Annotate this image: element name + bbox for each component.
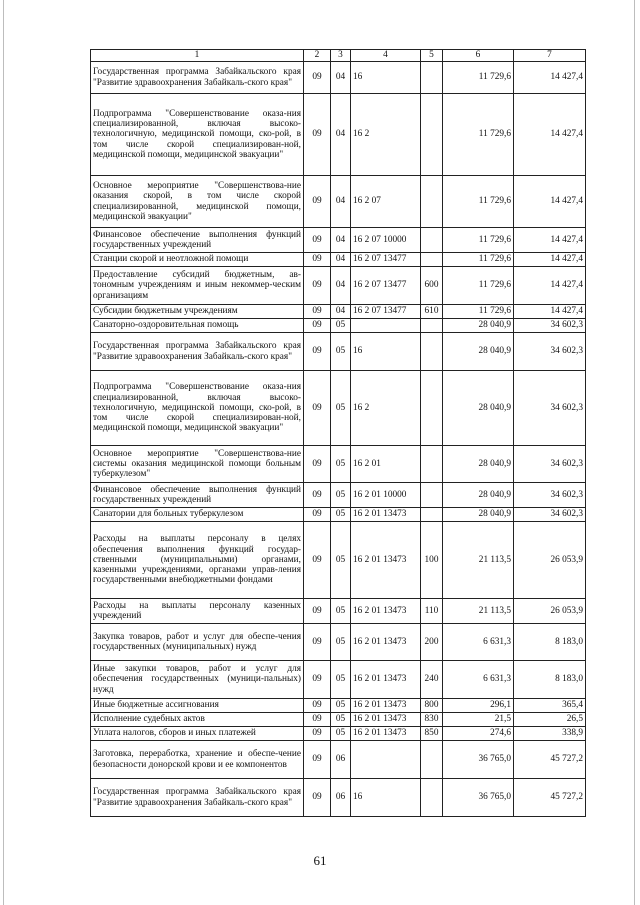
- row-target-article: [351, 741, 421, 779]
- row-name: Станции скорой и неотложной помощи: [91, 253, 304, 267]
- row-amount-year1: 274,6: [443, 727, 514, 741]
- row-subsection: 05: [331, 371, 351, 446]
- header-col-4: 4: [351, 50, 421, 62]
- row-subsection: 04: [331, 94, 351, 176]
- row-target-article: 16 2: [351, 371, 421, 446]
- row-expense-type: [421, 253, 443, 267]
- row-amount-year2: 26,5: [514, 713, 586, 727]
- row-section: 09: [304, 62, 331, 94]
- row-target-article: 16 2 07 13477: [351, 253, 421, 267]
- row-name: Основное мероприятие "Совершенствова-ние системы оказания медицинской помощи больным туберкулезом": [91, 446, 304, 483]
- row-amount-year2: 14 427,4: [514, 253, 586, 267]
- row-amount-year2: 365,4: [514, 699, 586, 713]
- row-target-article: 16: [351, 333, 421, 371]
- row-amount-year2: 8 183,0: [514, 661, 586, 699]
- row-subsection: 06: [331, 741, 351, 779]
- row-amount-year2: 45 727,2: [514, 779, 586, 817]
- row-amount-year1: 6 631,3: [443, 661, 514, 699]
- row-amount-year1: 11 729,6: [443, 253, 514, 267]
- row-expense-type: [421, 741, 443, 779]
- row-subsection: 05: [331, 483, 351, 508]
- row-amount-year1: 36 765,0: [443, 779, 514, 817]
- row-target-article: 16: [351, 779, 421, 817]
- header-col-1: 1: [91, 50, 304, 62]
- row-target-article: 16 2 01: [351, 446, 421, 483]
- row-amount-year2: 26 053,9: [514, 522, 586, 599]
- row-section: 09: [304, 446, 331, 483]
- table-row: [91, 253, 586, 267]
- row-expense-type: 610: [421, 305, 443, 319]
- row-subsection: 05: [331, 624, 351, 661]
- row-section: 09: [304, 508, 331, 522]
- row-amount-year1: 21,5: [443, 713, 514, 727]
- row-subsection: 06: [331, 779, 351, 817]
- row-section: 09: [304, 522, 331, 599]
- row-expense-type: [421, 228, 443, 253]
- row-amount-year2: 34 602,3: [514, 333, 586, 371]
- row-amount-year1: 28 040,9: [443, 483, 514, 508]
- row-amount-year2: 26 053,9: [514, 599, 586, 624]
- row-target-article: 16 2 01 13473: [351, 661, 421, 699]
- row-name: Иные закупки товаров, работ и услуг для обеспечения государственных (муници-пальных) нужд: [91, 661, 304, 699]
- row-amount-year1: 11 729,6: [443, 305, 514, 319]
- row-amount-year2: 34 602,3: [514, 446, 586, 483]
- row-name: Субсидии бюджетным учреждениям: [91, 305, 304, 319]
- row-section: 09: [304, 727, 331, 741]
- row-amount-year2: 14 427,4: [514, 267, 586, 305]
- row-name: Основное мероприятие "Совершенствова-ние оказания скорой, в том числе скорой специализированной, медицинской помощи, медицинской эвакуации": [91, 176, 304, 228]
- row-amount-year2: 34 602,3: [514, 508, 586, 522]
- row-expense-type: 600: [421, 267, 443, 305]
- row-expense-type: [421, 62, 443, 94]
- row-target-article: 16 2: [351, 94, 421, 176]
- row-name: Иные бюджетные ассигнования: [91, 699, 304, 713]
- row-expense-type: [421, 371, 443, 446]
- row-expense-type: [421, 94, 443, 176]
- row-section: 09: [304, 779, 331, 817]
- row-name: Санаторно-оздоровительная помощь: [91, 319, 304, 333]
- row-expense-type: [421, 508, 443, 522]
- row-name: Расходы на выплаты персоналу в целях обеспечения выполнения функций государ-ственными (муниципальными) органами, казенными учреждениями, органами управ-ления государственными внебюджетными фондами: [91, 522, 304, 599]
- table-row: [91, 522, 586, 599]
- row-subsection: 04: [331, 253, 351, 267]
- row-target-article: 16 2 01 13473: [351, 727, 421, 741]
- row-amount-year1: 11 729,6: [443, 62, 514, 94]
- row-section: 09: [304, 371, 331, 446]
- row-subsection: 04: [331, 305, 351, 319]
- row-expense-type: [421, 176, 443, 228]
- row-subsection: 05: [331, 699, 351, 713]
- row-section: 09: [304, 333, 331, 371]
- row-target-article: 16 2 01 13473: [351, 713, 421, 727]
- row-name: Уплата налогов, сборов и иных платежей: [91, 727, 304, 741]
- row-name: Заготовка, переработка, хранение и обеспе-чение безопасности донорской крови и ее компонентов: [91, 741, 304, 779]
- row-section: 09: [304, 94, 331, 176]
- row-amount-year1: 21 113,5: [443, 599, 514, 624]
- row-subsection: 04: [331, 267, 351, 305]
- row-name: Подпрограмма "Совершенствование оказа-ния специализированной, включая высоко-технологичную, медицинской помощи, ско-рой, в том числе скорой специализирован-ной, медицинской помощи, медицинской эвакуации": [91, 94, 304, 176]
- table-row: [91, 371, 586, 446]
- table-row: [91, 305, 586, 319]
- row-subsection: 05: [331, 319, 351, 333]
- header-col-7: 7: [514, 50, 586, 62]
- row-subsection: 05: [331, 333, 351, 371]
- table-header-row: [91, 50, 586, 62]
- row-expense-type: 850: [421, 727, 443, 741]
- row-expense-type: [421, 319, 443, 333]
- row-section: 09: [304, 713, 331, 727]
- row-section: 09: [304, 267, 331, 305]
- row-target-article: 16 2 07 13477: [351, 267, 421, 305]
- row-target-article: 16 2 07 10000: [351, 228, 421, 253]
- row-amount-year2: 8 183,0: [514, 624, 586, 661]
- table-row: [91, 333, 586, 371]
- row-target-article: 16: [351, 62, 421, 94]
- right-scan-edge: [634, 0, 635, 905]
- table-row: [91, 228, 586, 253]
- left-scan-edge: [3, 0, 4, 905]
- table-row: [91, 94, 586, 176]
- row-section: 09: [304, 599, 331, 624]
- row-amount-year1: 28 040,9: [443, 319, 514, 333]
- row-expense-type: 240: [421, 661, 443, 699]
- row-subsection: 05: [331, 508, 351, 522]
- row-amount-year2: 14 427,4: [514, 94, 586, 176]
- row-subsection: 05: [331, 713, 351, 727]
- row-amount-year1: 28 040,9: [443, 508, 514, 522]
- row-expense-type: [421, 779, 443, 817]
- row-subsection: 04: [331, 176, 351, 228]
- row-amount-year1: 296,1: [443, 699, 514, 713]
- row-section: 09: [304, 319, 331, 333]
- row-name: Исполнение судебных актов: [91, 713, 304, 727]
- row-subsection: 05: [331, 599, 351, 624]
- row-subsection: 05: [331, 661, 351, 699]
- row-expense-type: [421, 333, 443, 371]
- page-number: 61: [313, 853, 327, 868]
- table-row: [91, 446, 586, 483]
- table-row: [91, 713, 586, 727]
- table-row: [91, 508, 586, 522]
- header-col-3: 3: [331, 50, 351, 62]
- row-target-article: 16 2 01 13473: [351, 522, 421, 599]
- row-amount-year2: 34 602,3: [514, 319, 586, 333]
- row-amount-year1: 36 765,0: [443, 741, 514, 779]
- row-target-article: 16 2 01 13473: [351, 699, 421, 713]
- row-target-article: 16 2 01 13473: [351, 508, 421, 522]
- table-row: [91, 62, 586, 94]
- table-row: [91, 624, 586, 661]
- row-amount-year2: 14 427,4: [514, 228, 586, 253]
- row-name: Подпрограмма "Совершенствование оказа-ния специализированной, включая высоко-технологичную, медицинской помощи, ско-рой, в том числе скорой специализирован-ной, медицинской помощи, медицинской эвакуации": [91, 371, 304, 446]
- row-amount-year1: 11 729,6: [443, 228, 514, 253]
- row-subsection: 05: [331, 727, 351, 741]
- row-target-article: 16 2 01 13473: [351, 599, 421, 624]
- row-name: Финансовое обеспечение выполнения функций государственных учреждений: [91, 228, 304, 253]
- row-section: 09: [304, 483, 331, 508]
- row-amount-year1: 11 729,6: [443, 267, 514, 305]
- row-name: Финансовое обеспечение выполнения функций государственных учреждений: [91, 483, 304, 508]
- row-amount-year1: 28 040,9: [443, 333, 514, 371]
- row-amount-year1: 11 729,6: [443, 176, 514, 228]
- row-name: Расходы на выплаты персоналу казенных учреждений: [91, 599, 304, 624]
- row-amount-year2: 14 427,4: [514, 62, 586, 94]
- row-amount-year1: 28 040,9: [443, 371, 514, 446]
- row-section: 09: [304, 699, 331, 713]
- table-row: [91, 267, 586, 305]
- row-amount-year2: 34 602,3: [514, 371, 586, 446]
- table-row: [91, 483, 586, 508]
- row-name: Государственная программа Забайкальского края "Развитие здравоохранения Забайкаль-ского края": [91, 62, 304, 94]
- row-name: Санатории для больных туберкулезом: [91, 508, 304, 522]
- row-expense-type: 800: [421, 699, 443, 713]
- row-subsection: 04: [331, 228, 351, 253]
- row-expense-type: 110: [421, 599, 443, 624]
- table-row: [91, 699, 586, 713]
- row-amount-year1: 11 729,6: [443, 94, 514, 176]
- row-expense-type: [421, 446, 443, 483]
- table-row: [91, 727, 586, 741]
- row-amount-year1: 6 631,3: [443, 624, 514, 661]
- row-target-article: 16 2 07 13477: [351, 305, 421, 319]
- row-target-article: 16 2 01 13473: [351, 624, 421, 661]
- row-subsection: 05: [331, 446, 351, 483]
- row-target-article: [351, 319, 421, 333]
- row-amount-year2: 14 427,4: [514, 305, 586, 319]
- row-name: Государственная программа Забайкальского края "Развитие здравоохранения Забайкаль-ского края": [91, 333, 304, 371]
- row-section: 09: [304, 176, 331, 228]
- row-amount-year1: 21 113,5: [443, 522, 514, 599]
- table-row: [91, 599, 586, 624]
- row-amount-year1: 28 040,9: [443, 446, 514, 483]
- row-name: Государственная программа Забайкальского края "Развитие здравоохранения Забайкаль-ского края": [91, 779, 304, 817]
- row-expense-type: 100: [421, 522, 443, 599]
- row-section: 09: [304, 305, 331, 319]
- row-target-article: 16 2 07: [351, 176, 421, 228]
- row-name: Закупка товаров, работ и услуг для обеспе-чения государственных (муниципальных) нужд: [91, 624, 304, 661]
- row-target-article: 16 2 01 10000: [351, 483, 421, 508]
- table-row: [91, 741, 586, 779]
- row-expense-type: 200: [421, 624, 443, 661]
- row-section: 09: [304, 253, 331, 267]
- row-section: 09: [304, 661, 331, 699]
- row-name: Предоставление субсидий бюджетным, ав-тономным учреждениям и иным некоммер-ческим организациям: [91, 267, 304, 305]
- table-row: [91, 661, 586, 699]
- row-subsection: 04: [331, 62, 351, 94]
- row-section: 09: [304, 741, 331, 779]
- header-col-5: 5: [421, 50, 443, 62]
- table-row: [91, 319, 586, 333]
- row-expense-type: 830: [421, 713, 443, 727]
- header-col-2: 2: [304, 50, 331, 62]
- row-expense-type: [421, 483, 443, 508]
- row-subsection: 05: [331, 522, 351, 599]
- row-amount-year2: 45 727,2: [514, 741, 586, 779]
- row-amount-year2: 14 427,4: [514, 176, 586, 228]
- header-col-6: 6: [443, 50, 514, 62]
- table-row: [91, 779, 586, 817]
- row-section: 09: [304, 624, 331, 661]
- table-row: [91, 176, 586, 228]
- budget-table: [90, 49, 586, 817]
- row-amount-year2: 338,9: [514, 727, 586, 741]
- row-amount-year2: 34 602,3: [514, 483, 586, 508]
- row-section: 09: [304, 228, 331, 253]
